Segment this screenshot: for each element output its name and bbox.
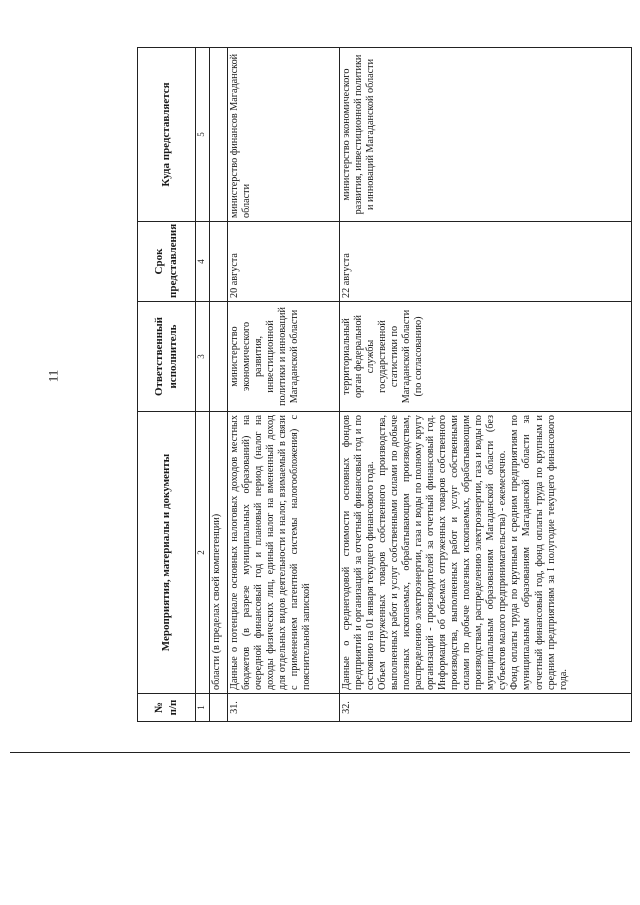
row-responsible: министерство экономического развития, инвестиционной политики и инноваций Магаданской области (228, 302, 340, 412)
row-number: 31. (228, 694, 340, 722)
horizontal-rule (10, 752, 630, 753)
index-cell: 4 (196, 222, 210, 302)
index-cell: 1 (196, 694, 210, 722)
column-index-row (196, 48, 210, 722)
row-recipient: министерство финансов Магаданской области (228, 48, 340, 222)
row-activity-text (340, 412, 632, 694)
activity-paragraph: Данные о среднегодовой стоимости основных фондов предприятий и организаций за отчетный финансовый год и по состоянию на 01 января текущего финансового года. (341, 415, 377, 690)
plan-table (137, 47, 632, 722)
row-responsible: территориальный орган федеральной службы государственной статистики по Магаданской области (по согласованию) (340, 302, 632, 412)
continuation-text: области (в пределах своей компетенции) (210, 412, 228, 694)
row-recipient: министерство экономического развития, инвестиционной политики и инноваций Магаданской области (340, 48, 632, 222)
index-cell: 3 (196, 302, 210, 412)
row-number: 32. (340, 694, 632, 722)
header-deadline: Срок представления (138, 222, 196, 302)
header-responsible: Ответственный исполнитель (138, 302, 196, 412)
activity-paragraph: Объем отгруженных товаров собственного производства, выполненных работ и услуг собственными силами по добыче полезных ископаемых, обрабатывающим производствам, распределению электроэнергии, газа и воды по полному кругу организаций - производителей за отчетный финансовый год. Информация об объемах отгруженных товаров собственного производства, выполненных работ и услуг собственными силами по добыче полезных ископаемых, обрабатывающим производствам, распределению электроэнергии, газа и воды по муниципальным образованиям Магаданской области (без субъектов малого предпринимательства) - ежемесячно. (377, 415, 509, 690)
row-activity-text: Данные о потенциале основных налоговых доходов местных бюджетов (в разрезе муниципальных образований) на очередной финансовый год и плановый период (налог на доходы физических лиц, единый налог на вмененный доход для отдельных видов деятельности и налог, взимаемый в связи с применением патентной системы налогообложения) с пояснительной запиской (228, 412, 340, 694)
continuation-row (210, 48, 228, 722)
header-number: № п/п (138, 694, 196, 722)
activity-paragraph: Фонд оплаты труда по крупным и средним предприятиям по муниципальным образованиям Магаданской области за отчетный финансовый год, фонд оплаты труда по крупным и средним предприятиям за I полугодие текущего финансового года. (509, 415, 569, 690)
table-row (228, 48, 340, 722)
continuation-num (210, 694, 228, 722)
header-row (138, 48, 196, 722)
index-cell: 5 (196, 48, 210, 222)
rotated-table-wrapper (137, 48, 632, 722)
page-number: 11 (45, 369, 61, 383)
header-recipient: Куда представляется (138, 48, 196, 222)
header-activities: Мероприятия, материалы и документы (138, 412, 196, 694)
row-deadline: 20 августа (228, 222, 340, 302)
index-cell: 2 (196, 412, 210, 694)
table-row (340, 48, 632, 722)
row-deadline: 22 августа (340, 222, 632, 302)
